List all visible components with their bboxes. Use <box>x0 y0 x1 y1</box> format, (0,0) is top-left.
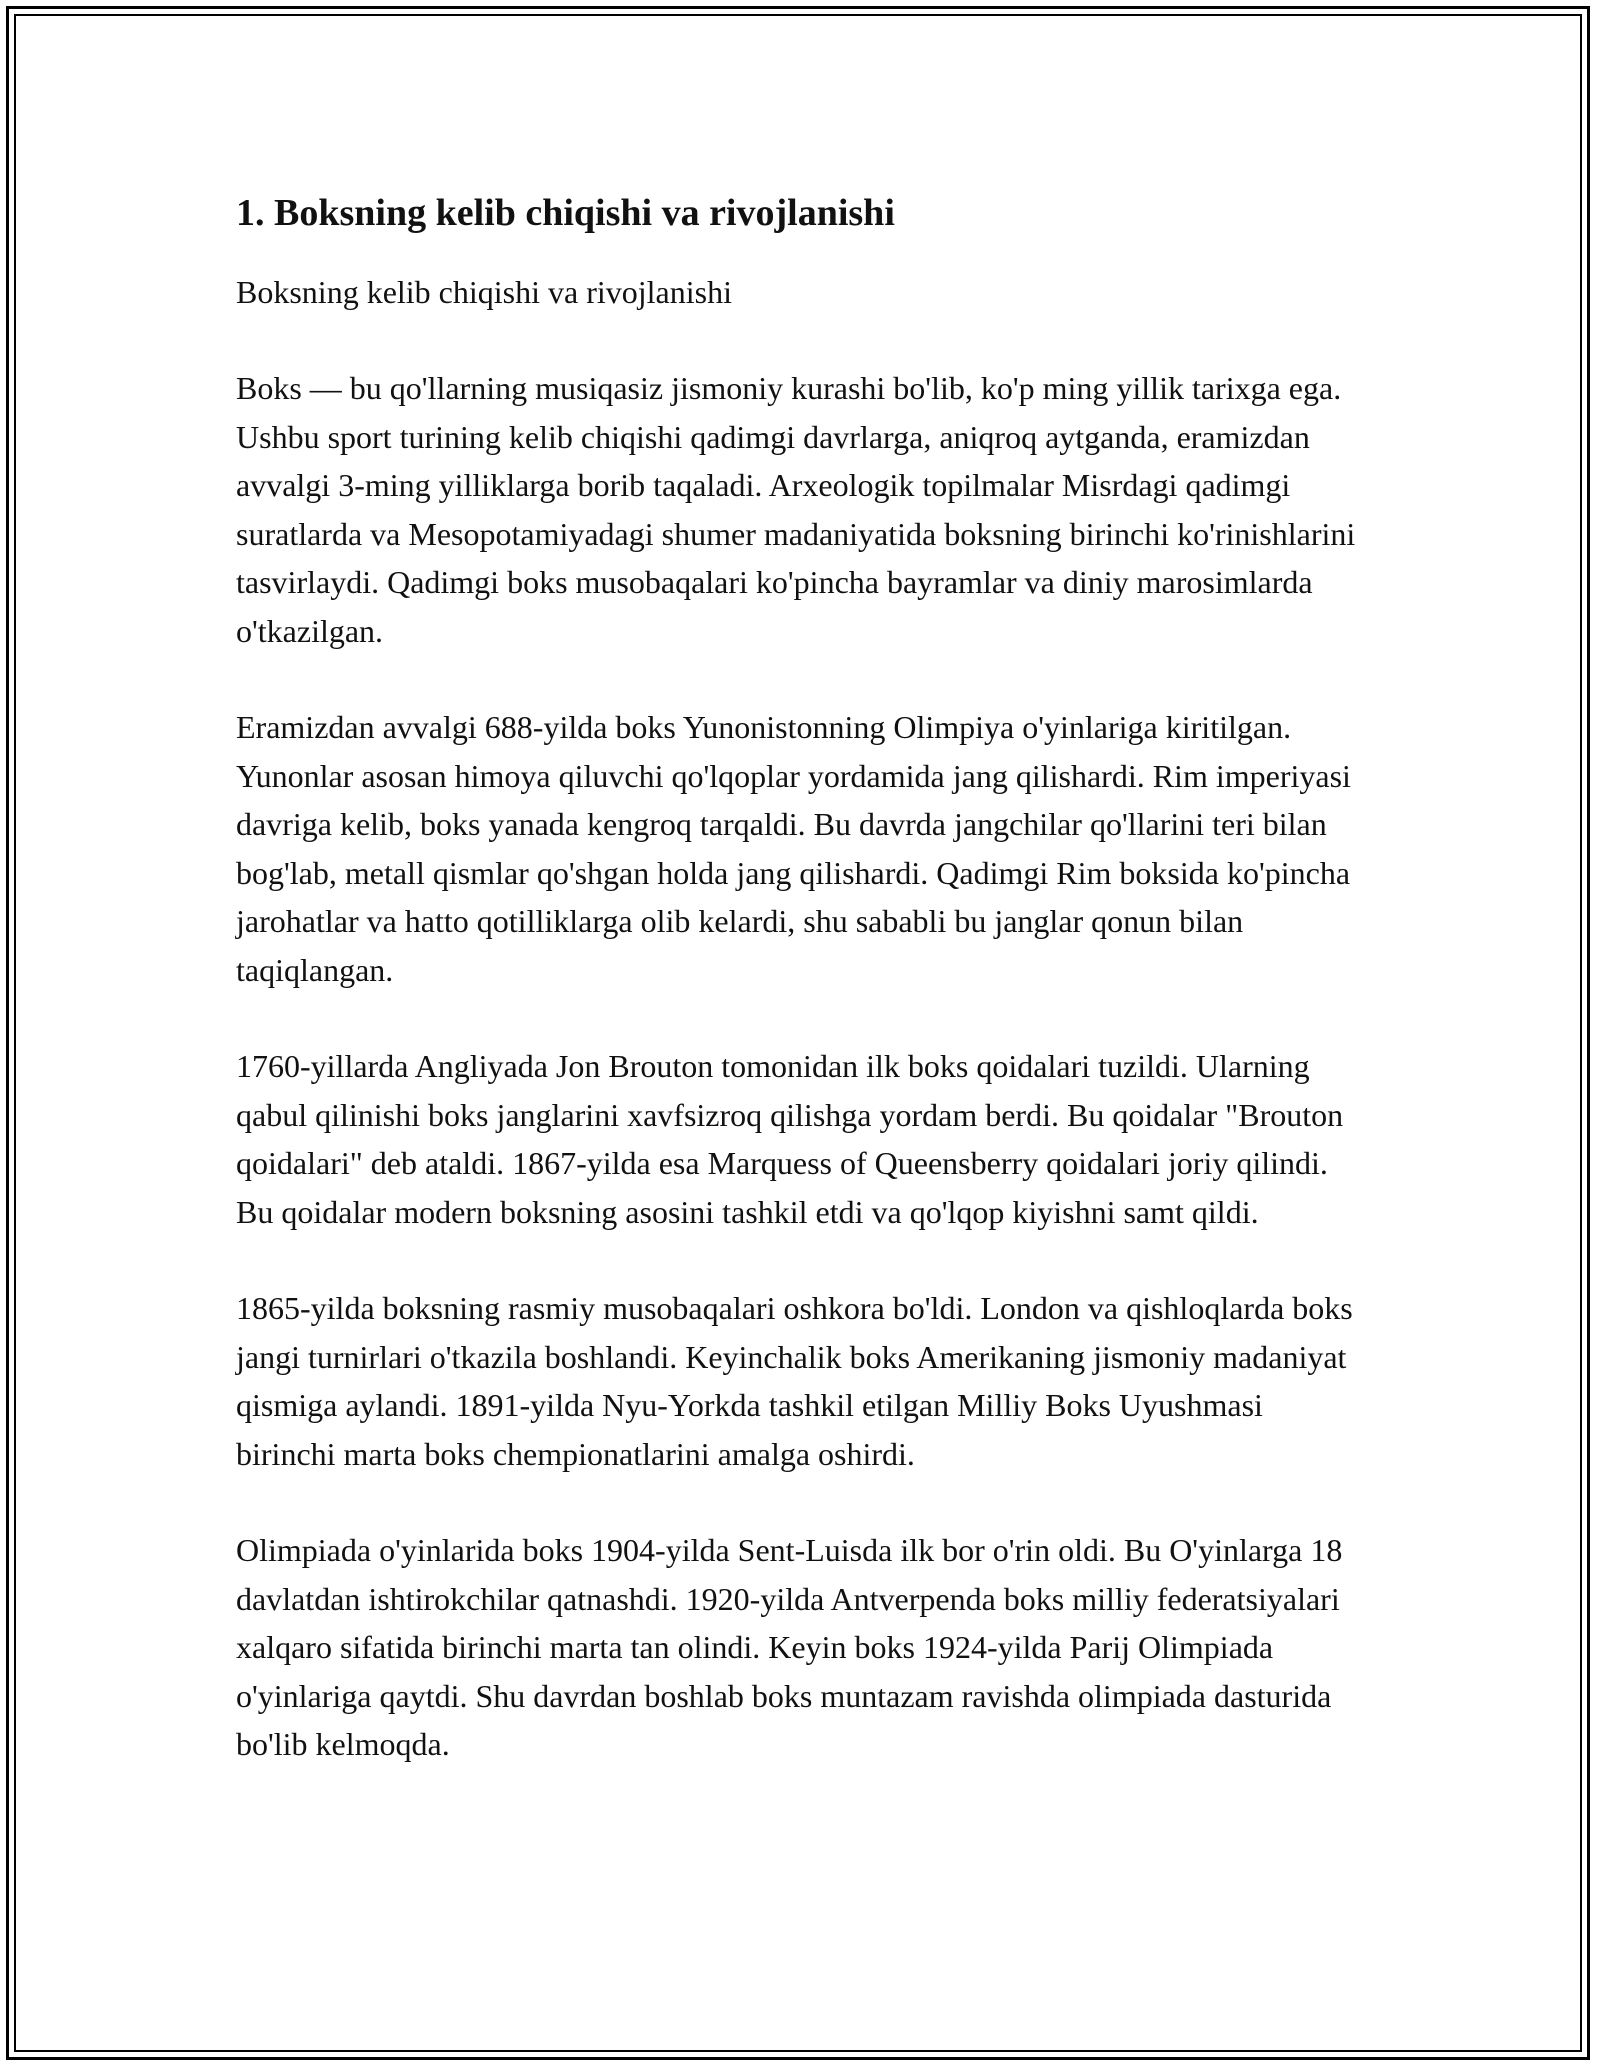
paragraph-5: Olimpiada o'yinlarida boks 1904-yilda Sent-Luisda ilk bor o'rin oldi. Bu O'yinlarga 18 davlatdan ishtirokchilar qatnashdi. 1920-yilda Antverpenda boks milliy federatsiyalari xalqaro sifatida birinchi marta tan olindi. Keyin boks 1924-yilda Parij Olimpiada o'yinlariga qaytdi. Shu davrdan boshlab boks muntazam ravishda olimpiada dasturida bo'lib kelmoqda. <box>236 1532 1343 1762</box>
paragraph-4: 1865-yilda boksning rasmiy musobaqalari oshkora bo'ldi. London va qishloqlarda boks jangi turnirlari o'tkazila boshlandi. Keyinchalik boks Amerikaning jismoniy madaniyat qismiga aylandi. 1891-yilda Nyu-Yorkda tashkil etilgan Milliy Boks Uyushmasi birinchi marta boks chempionatlarini amalga oshirdi. <box>236 1290 1353 1472</box>
document-subtitle: Boksning kelib chiqishi va rivojlanishi <box>236 274 732 310</box>
document-title: 1. Boksning kelib chiqishi va rivojlanishi <box>236 192 895 234</box>
document-body <box>236 186 1366 1817</box>
paragraph-1: Boks — bu qo'llarning musiqasiz jismoniy kurashi bo'lib, ko'p ming yillik tarixga ega. Ushbu sport turining kelib chiqishi qadimgi davrlarga, aniqroq aytganda, eramizdan avvalgi 3-ming yilliklarga borib taqaladi. Arxeologik topilmalar Misrdagi qadimgi suratlarda va Mesopotamiyadagi shumer madaniyatida boksning birinchi ko'rinishlarini tasvirlaydi. Qadimgi boks musobaqalari ko'pincha bayramlar va diniy marosimlarda o'tkazilgan. <box>236 370 1356 649</box>
paragraph-3: 1760-yillarda Angliyada Jon Brouton tomonidan ilk boks qoidalari tuzildi. Ularning qabul qilinishi boks janglarini xavfsizroq qilishga yordam berdi. Bu qoidalar "Brouton qoidalari" deb ataldi. 1867-yilda esa Marquess of Queensberry qoidalari joriy qilindi. Bu qoidalar modern boksning asosini tashkil etdi va qo'lqop kiyishni samt qildi. <box>236 1048 1344 1230</box>
paragraph-2: Eramizdan avvalgi 688-yilda boks Yunonistonning Olimpiya o'yinlariga kiritilgan. Yunonlar asosan himoya qiluvchi qo'lqoplar yordamida jang qilishardi. Rim imperiyasi davriga kelib, boks yanada kengroq tarqaldi. Bu davrda jangchilar qo'llarini teri bilan bog'lab, metall qismlar qo'shgan holda jang qilishardi. Qadimgi Rim boksida ko'pincha jarohatlar va hatto qotilliklarga olib kelardi, shu sababli bu janglar qonun bilan taqiqlangan. <box>236 709 1351 988</box>
